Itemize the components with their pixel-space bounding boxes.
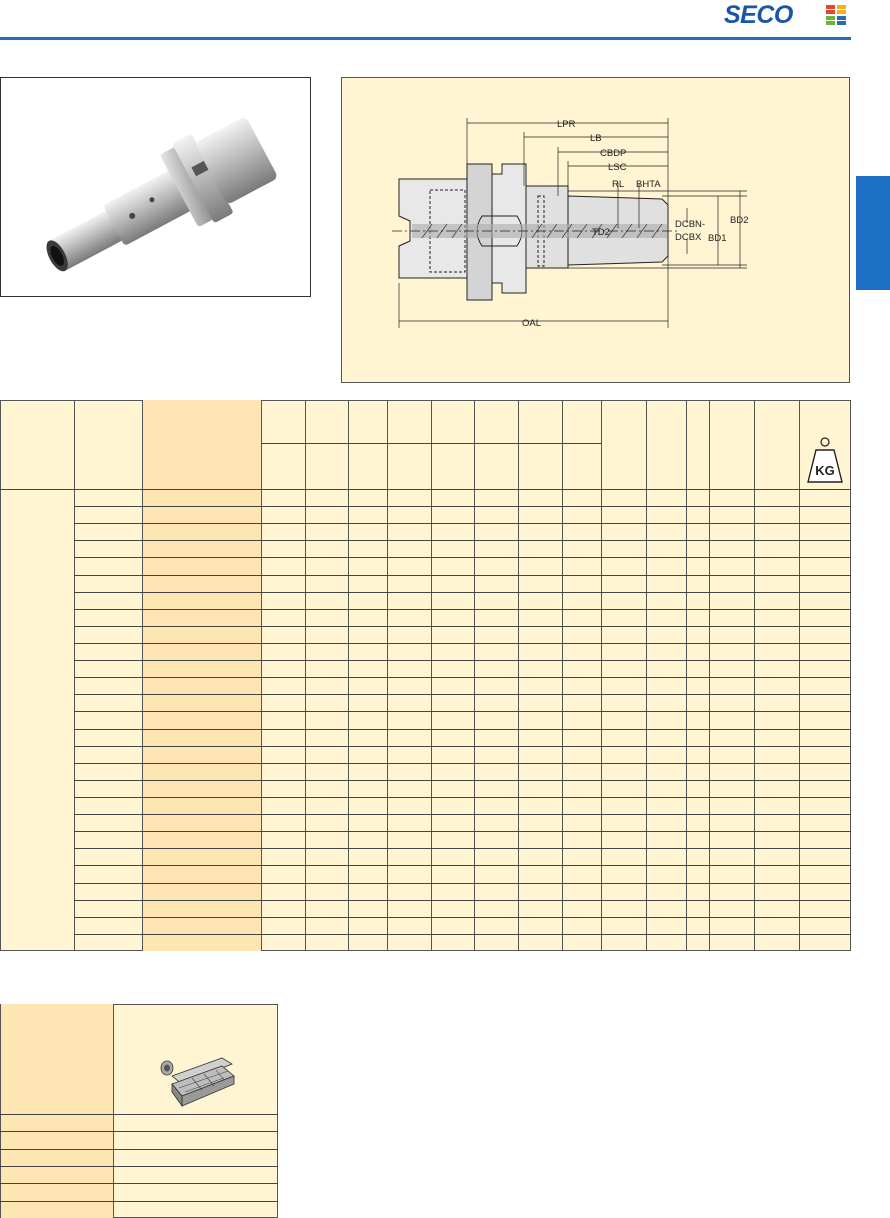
accessory-column-divider — [113, 1004, 114, 1218]
accessory-row-divider — [0, 1183, 278, 1184]
accessory-row-divider — [0, 1201, 278, 1202]
accessory-row-divider — [0, 1114, 278, 1115]
label-dcbn: DCBN- — [675, 219, 706, 230]
brand-logo: SECO — [724, 1, 793, 29]
label-bhta: BHTA — [636, 179, 661, 190]
label-td2: TD2 — [592, 227, 610, 238]
label-dcbx: DCBX — [675, 232, 702, 243]
collet-case-icon — [158, 1050, 238, 1112]
label-oal: OAL — [522, 318, 542, 329]
weight-icon-label: KG — [815, 463, 835, 478]
label-lb: LB — [590, 133, 602, 144]
accessory-row-divider — [0, 1149, 278, 1150]
label-bd1: BD1 — [708, 233, 727, 244]
label-lsc: LSC — [608, 162, 627, 173]
accessory-row-divider — [0, 1166, 278, 1167]
label-cbdp: CBDP — [600, 148, 627, 159]
label-lpr: LPR — [557, 119, 576, 130]
label-bd2: BD2 — [730, 215, 749, 226]
accessory-row-divider — [0, 1131, 278, 1132]
label-rl: RL — [612, 179, 625, 190]
